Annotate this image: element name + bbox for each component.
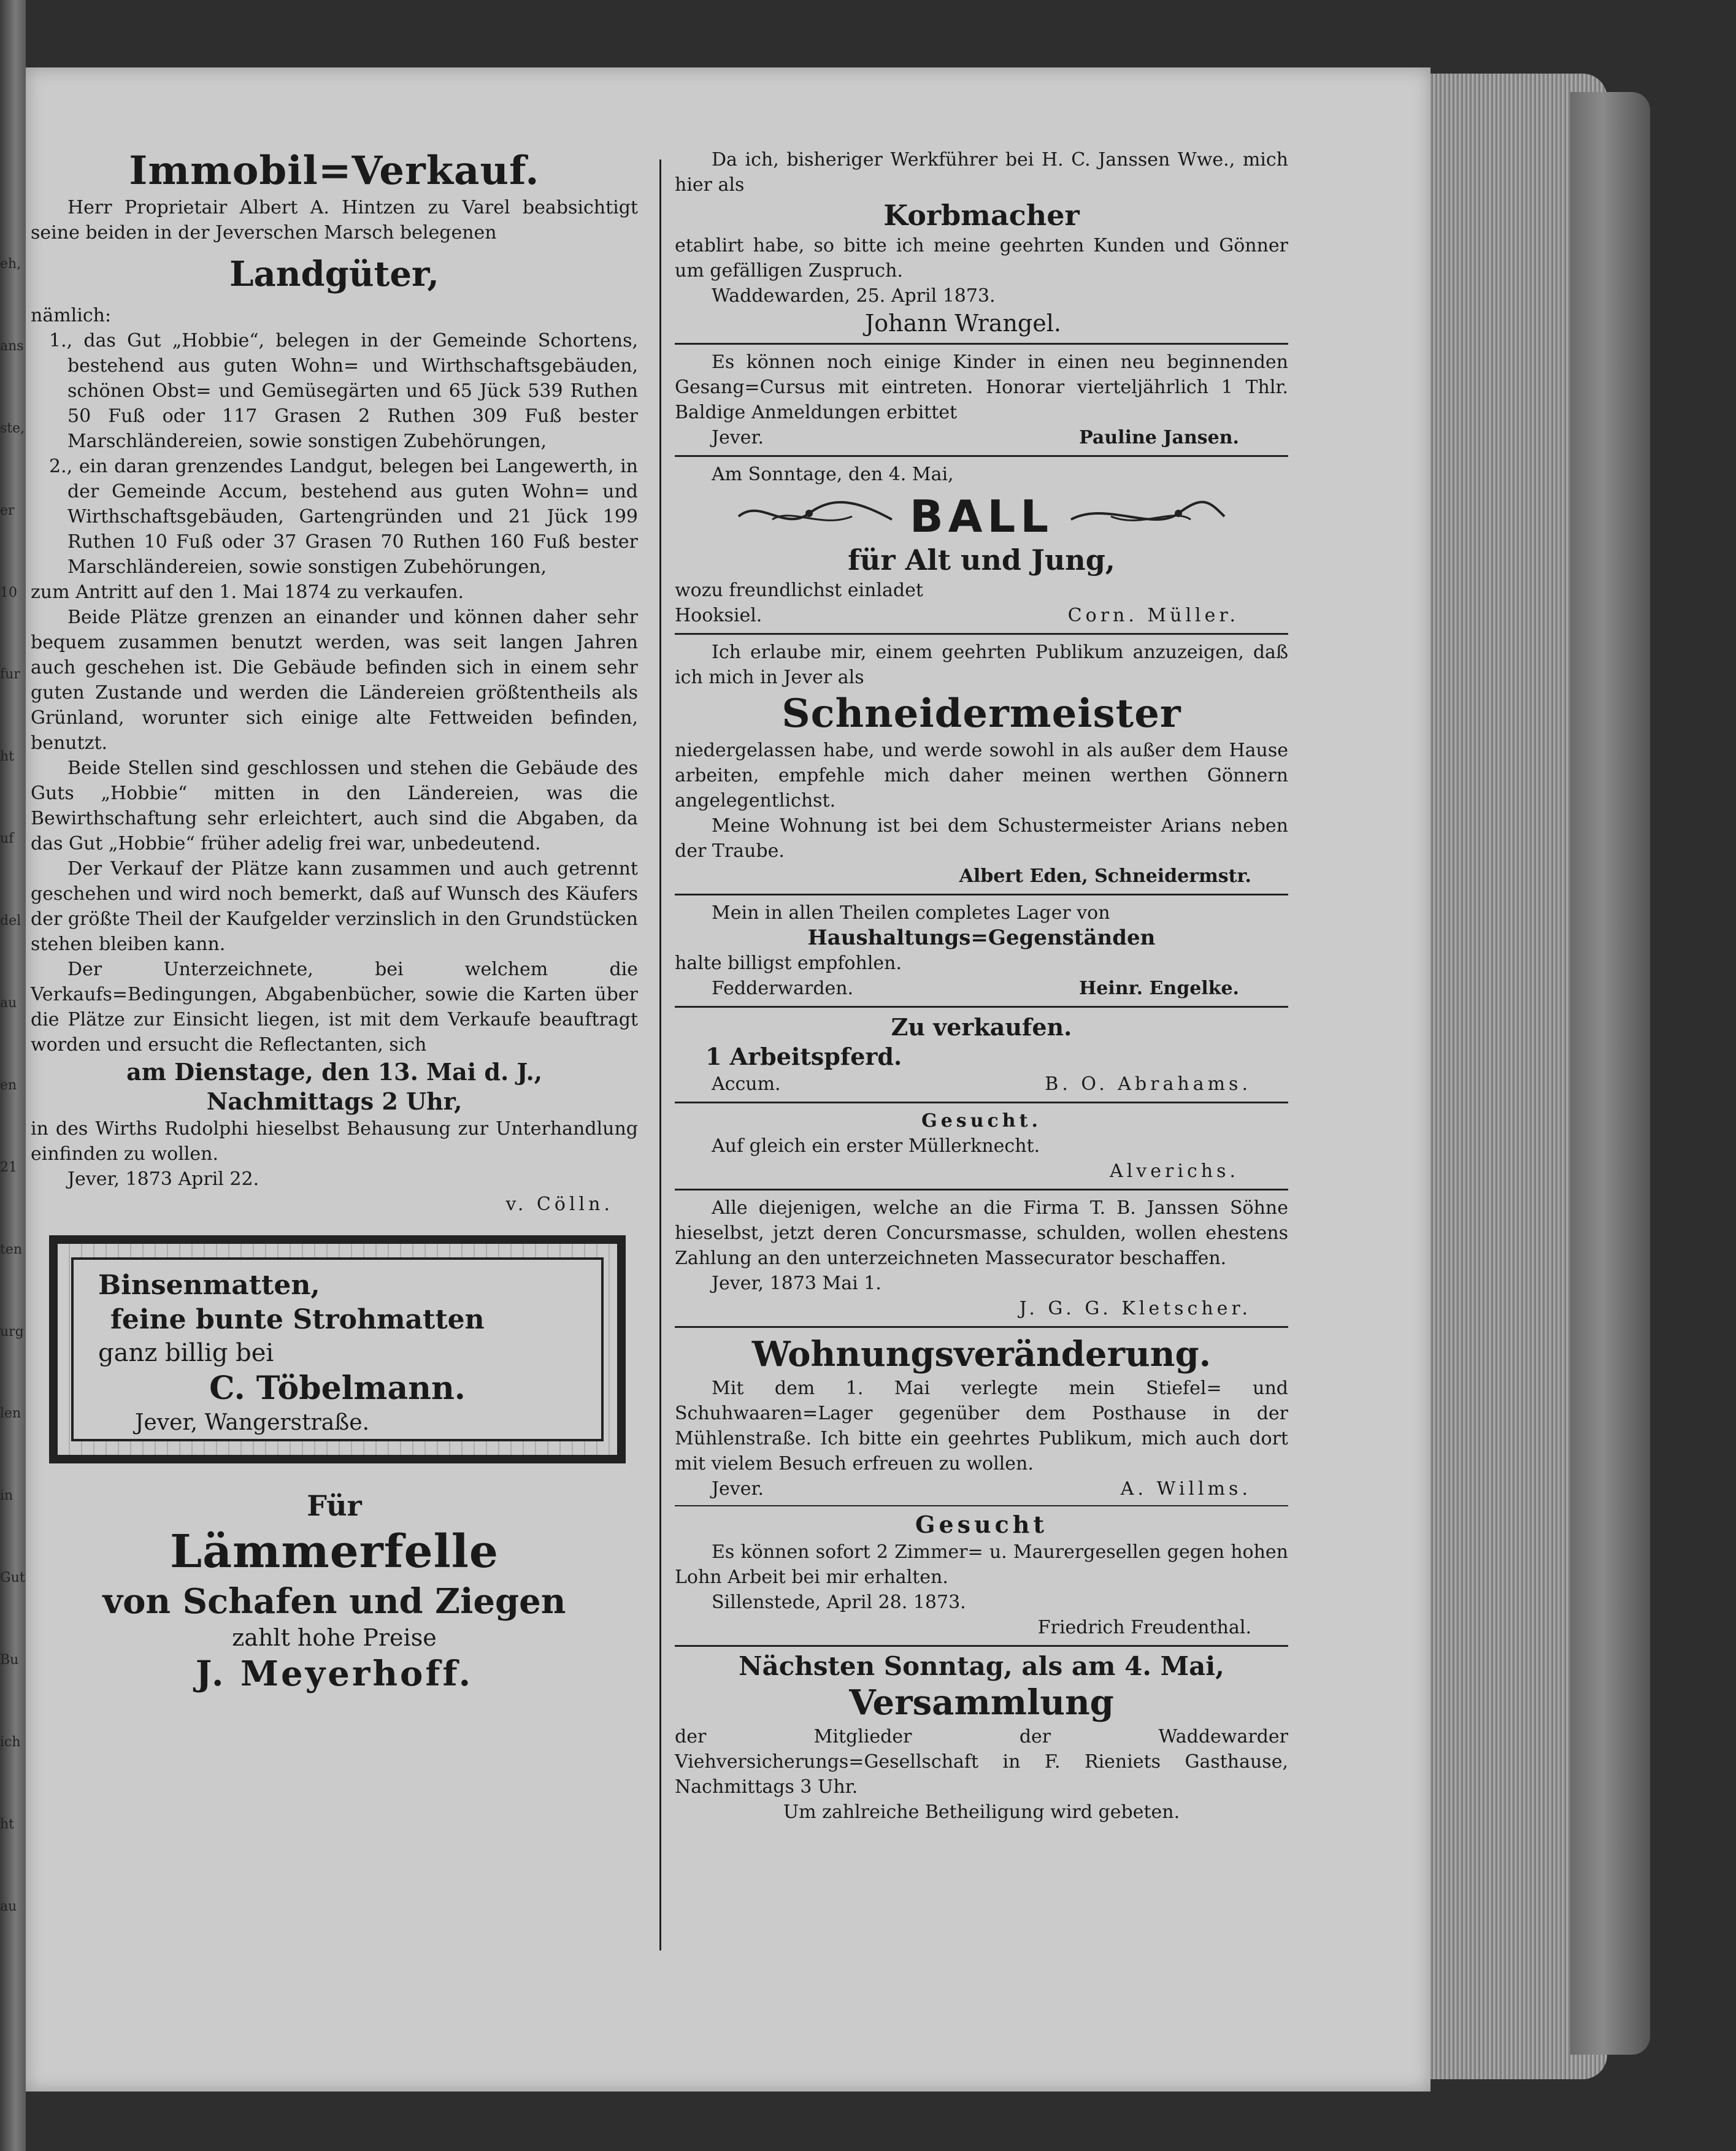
gutter-fragment: ht <box>0 749 15 765</box>
ball-invite: wozu freundlichst einladet <box>675 580 923 601</box>
gesucht-muellerknecht-ad <box>675 1108 1288 1184</box>
immobil-paragraph-3: Der Verkauf der Plätze kann zusammen und auch getrennt geschehen und wird noch bemerkt, daß auf Wunsch des Käufers der größte Theil der Kaufgelder verzinslich in den Grundstücken stehen bleiben kann. <box>31 858 638 955</box>
haushalt-signature: Heinr. Engelke. <box>1078 978 1239 999</box>
immobil-verkauf-ad <box>31 147 638 1217</box>
meyerhoff-fur-ad <box>31 1488 638 1695</box>
gutter-fragment: ht <box>0 1816 15 1832</box>
ball-subtitle: für Alt und Jung, <box>848 543 1115 577</box>
immobil-paragraph-4: Der Unterzeichnete, bei welchem die Verkaufs=Bedingungen, Abgabenbücher, sowie die Karten über die Plätze zur Einsicht liegen, ist mit dem Verkaufe beauftragt worden und ersucht die Reflectanten, sich <box>31 959 638 1056</box>
toebelmann-boxed-ad <box>49 1235 626 1463</box>
gesucht-gesellen-ad <box>675 1510 1288 1640</box>
gesucht2-signature: Friedrich Freudenthal. <box>1037 1617 1251 1638</box>
versammlung-body: der Mitglieder der Waddewarder Viehversicherungs=Gesellschaft in F. Rieniets Gasthause, Nachmittags 3 Uhr. <box>675 1726 1288 1798</box>
gutter-fragment: ans <box>0 338 24 354</box>
gesucht2-body: Es können sofort 2 Zimmer= u. Maurergesellen gegen hohen Lohn Arbeit bei mir erhalten. <box>675 1541 1288 1588</box>
previous-page-gutter-text <box>0 256 25 1914</box>
gutter-fragment: fur <box>0 667 20 683</box>
immobil-title: Immobil=Verkauf. <box>129 148 540 194</box>
korbmacher-body: etablirt habe, so bitte ich meine geehrten Kunden und Gönner um gefälligen Zuspruch. <box>675 235 1288 282</box>
book-binding <box>1570 92 1650 2055</box>
immobil-paragraph-2: Beide Stellen sind geschlossen und stehen die Gebäude des Guts „Hobbie“ mitten in den Ländereien, was die Bewirthschaftung sehr erleichtert, auch sind die Abgaben, da das Gut „Hobbie“ früher adelig frei war, unbedeutend. <box>31 757 638 854</box>
divider-rule <box>675 894 1288 895</box>
immobil-signature: v. Cölln. <box>505 1194 613 1215</box>
gutter-fragment: Gut <box>0 1570 25 1586</box>
item-1: 1., das Gut „Hobbie“, belegen in der Gemeinde Schortens, bestehend aus guten Wohn= und Wirthschaftsgebäuden, schönen Obst= und Gemüsegärten und 65 Jück 539 Ruthen 50 Fuß oder 117 Grasen 2 Ruthen 309 Fuß bester Marschländereien, sowie sonstigen Zubehörungen, <box>49 330 638 452</box>
fur-line-2: Lämmerfelle <box>170 1525 499 1578</box>
schneider-signature: Albert Eden, Schneidermstr. <box>959 865 1251 887</box>
gutter-fragment: Bu <box>0 1652 19 1668</box>
gesucht2-title: Gesucht <box>915 1511 1048 1538</box>
boxed-line-3: ganz billig bei <box>98 1339 274 1367</box>
haushalt-title: Haushaltungs=Gegenständen <box>807 926 1156 950</box>
immobil-intro: Herr Proprietair Albert A. Hintzen zu Varel beabsichtigt seine beiden in der Jeverschen Marsch belegenen <box>31 197 638 243</box>
boxed-line-1: Binsenmatten, <box>98 1270 320 1301</box>
concurs-place-date: Jever, 1873 Mai 1. <box>712 1273 881 1294</box>
column-divider <box>659 159 661 1950</box>
boxed-line-5: Jever, Wangerstraße. <box>135 1410 370 1435</box>
ball-place: Hooksiel. <box>675 605 762 626</box>
fur-line-1: Für <box>307 1489 362 1522</box>
fur-line-4: zahlt hohe Preise <box>232 1624 437 1651</box>
fur-line-5: J. Meyerhoff. <box>195 1654 474 1694</box>
left-column <box>31 86 638 1695</box>
concurs-signature: J. G. G. Kletscher. <box>1019 1298 1251 1319</box>
zu-verkaufen-ad <box>675 1013 1288 1097</box>
immobil-paragraph-5: in des Wirths Rudolphi hieselbst Behausung zur Unterhandlung einfinden zu wollen. <box>31 1118 638 1165</box>
naemlich-label: nämlich: <box>31 305 112 326</box>
divider-rule <box>675 1189 1288 1191</box>
ball-intro: Am Sonntage, den 4. Mai, <box>712 464 954 485</box>
schneider-body: niedergelassen habe, und werde sowohl in als außer dem Hause arbeiten, empfehle mich daher meinen werthen Gönnern angelegentlichst. <box>675 740 1288 811</box>
gutter-fragment: 10 <box>0 585 17 600</box>
time-line: Nachmittags 2 Uhr, <box>206 1087 463 1115</box>
ball-ad <box>675 462 1288 628</box>
haushalt-body: halte billigst empfohlen. <box>675 953 902 974</box>
gesang-place: Jever. <box>712 427 764 448</box>
verkaufen-sig-row <box>675 1072 1288 1097</box>
schneider-body-2: Meine Wohnung ist bei dem Schustermeister Arians neben der Traube. <box>675 815 1288 862</box>
fur-line-3: von Schafen und Ziegen <box>102 1581 566 1622</box>
ball-banner <box>675 491 1288 542</box>
haushalt-intro: Mein in allen Theilen completes Lager von <box>712 902 1110 924</box>
left-flourish-icon <box>735 495 895 538</box>
gesang-signature: Pauline Jansen. <box>1079 427 1239 448</box>
versammlung-closing: Um zahlreiche Betheiligung wird gebeten. <box>783 1801 1180 1823</box>
korbmacher-ad <box>675 147 1288 338</box>
gutter-fragment: len <box>0 1406 21 1422</box>
boxed-line-2: feine bunte Strohmatten <box>110 1304 485 1335</box>
korbmacher-intro: Da ich, bisheriger Werkführer bei H. C. Janssen Wwe., mich hier als <box>675 149 1288 196</box>
haushalt-place: Fedderwarden. <box>712 978 854 999</box>
gutter-fragment: eh, <box>0 256 21 272</box>
immobil-place-date: Jever, 1873 April 22. <box>67 1168 259 1190</box>
wohnung-title: Wohnungsveränderung. <box>751 1334 1212 1375</box>
ball-sig-row <box>675 603 1288 628</box>
wohnung-body: Mit dem 1. Mai verlegte mein Stiefel= und Schuhwaaren=Lager gegenüber dem Posthause in der Mühlenstraße. Ich bitte ein geehrtes Publikum, mich auch dort mit vielem Besuch erfreuen zu wollen. <box>675 1378 1288 1474</box>
gutter-fragment: en <box>0 1077 17 1093</box>
gutter-fragment: uf <box>0 831 14 847</box>
gutter-fragment: 21 <box>0 1159 17 1175</box>
gutter-fragment: del <box>0 913 21 929</box>
haushalt-ad <box>675 900 1288 1001</box>
wohnungsveraenderung-ad <box>675 1333 1288 1501</box>
gutter-fragment: au <box>0 995 17 1011</box>
gutter-fragment: ste, <box>0 420 25 436</box>
antritt-line: zum Antritt auf den 1. Mai 1874 zu verkaufen. <box>31 581 464 603</box>
verkaufen-item: 1 Arbeitspferd. <box>705 1043 902 1070</box>
divider-rule <box>675 455 1288 457</box>
boxed-line-4: C. Töbelmann. <box>209 1370 466 1407</box>
verkaufen-signature: B. O. Abrahams. <box>1045 1073 1251 1095</box>
immobil-paragraph-1: Beide Plätze grenzen an einander und können daher sehr bequem zusammen benutzt werden, was seit langen Jahren auch geschehen ist. Die Gebäude befinden sich in einem sehr guten Zustande und werden die Ländereien größtentheils als Grünland, worunter sich einige alte Fettweiden befinden, benutzt. <box>31 607 638 754</box>
korbmacher-signature: Johann Wrangel. <box>865 310 1061 337</box>
gutter-fragment: au <box>0 1898 17 1914</box>
gesucht1-signature: Alverichs. <box>1110 1160 1239 1182</box>
landgueter-heading: Landgüter, <box>229 254 439 294</box>
schneider-intro: Ich erlaube mir, einem geehrten Publikum anzuzeigen, daß ich mich in Jever als <box>675 642 1288 688</box>
ball-word: BALL <box>909 491 1054 542</box>
divider-rule <box>675 343 1288 345</box>
gesang-ad <box>675 350 1288 450</box>
gesucht1-body: Auf gleich ein erster Müllerknecht. <box>712 1135 1040 1157</box>
verkaufen-place: Accum. <box>712 1073 781 1095</box>
ball-signature: Corn. Müller. <box>1067 605 1239 626</box>
divider-rule <box>675 1102 1288 1103</box>
divider-rule <box>675 1326 1288 1328</box>
korbmacher-place-date: Waddewarden, 25. April 1873. <box>712 285 996 307</box>
gesucht1-title: Gesucht. <box>921 1110 1042 1132</box>
gutter-fragment: urg <box>0 1324 24 1340</box>
verkaufen-title: Zu verkaufen. <box>891 1013 1072 1041</box>
boxed-ad-inner <box>71 1257 604 1441</box>
versammlung-ad <box>675 1652 1288 1825</box>
divider-rule <box>675 1645 1288 1647</box>
versammlung-intro: Nächsten Sonntag, als am 4. Mai, <box>739 1651 1224 1681</box>
wohnung-place: Jever. <box>712 1478 764 1500</box>
divider-rule <box>675 1505 1288 1506</box>
gesucht2-place-date: Sillenstede, April 28. 1873. <box>712 1592 966 1613</box>
right-column <box>675 86 1288 1825</box>
divider-rule <box>675 1006 1288 1008</box>
concurs-body: Alle diejenigen, welche an die Firma T. B. Janssen Söhne hieselbst, jetzt deren Concursmasse, schulden, wollen ehestens Zahlung an den unterzeichneten Massecurator beschaffen. <box>675 1197 1288 1269</box>
gutter-fragment: ten <box>0 1241 23 1257</box>
gesang-sig-row <box>675 425 1288 450</box>
gesang-body: Es können noch einige Kinder in einen neu beginnenden Gesang=Cursus mit eintreten. Honorar vierteljährlich 1 Thlr. Baldige Anmeldungen erbittet <box>675 351 1288 423</box>
concurs-ad <box>675 1195 1288 1321</box>
gutter-fragment: ich <box>0 1735 21 1750</box>
schneidermeister-ad <box>675 640 1288 889</box>
korbmacher-title: Korbmacher <box>883 199 1080 232</box>
versammlung-title: Versammlung <box>849 1682 1114 1723</box>
haushalt-sig-row <box>675 976 1288 1001</box>
wohnung-signature: A. Willms. <box>1120 1478 1251 1500</box>
wohnung-sig-row <box>675 1476 1288 1501</box>
item-2: 2., ein daran grenzendes Landgut, belegen bei Langewerth, in der Gemeinde Accum, bestehend aus guten Wohn= und Wirthschaftsgebäuden, Gartengründen und 21 Jück 199 Ruthen 10 Fuß oder 37 Grasen 70 Ruthen 160 Fuß bester Marschländereien, sowie sonstigen Zubehörungen, <box>49 456 638 578</box>
gutter-fragment: er <box>0 502 15 518</box>
right-flourish-icon <box>1068 495 1227 538</box>
gutter-fragment: in <box>0 1488 13 1504</box>
divider-rule <box>675 633 1288 635</box>
schneider-title: Schneidermeister <box>782 691 1181 737</box>
date-line: am Dienstage, den 13. Mai d. J., <box>126 1058 542 1086</box>
